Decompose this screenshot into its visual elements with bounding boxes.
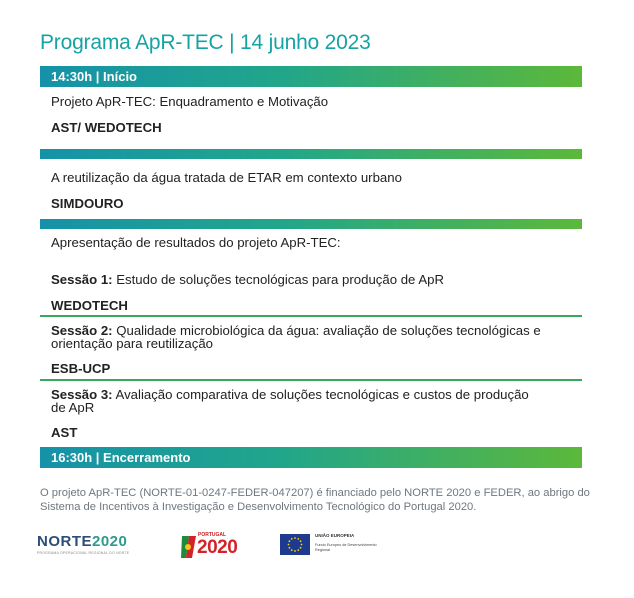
funding-note-line-2: Sistema de Incentivos à Investigação e Desenvolvimento Tecnológico do Portugal 2020. [40,501,477,513]
item2-org: SIMDOURO [51,196,124,211]
portugal2020-logo [180,532,250,560]
session1-org: WEDOTECH [51,298,128,313]
session3-line [51,387,529,402]
eu-logo-fund: Fundo Europeu de Desenvolvimento Regional [315,543,377,552]
page-title: Programa ApR-TEC | 14 junho 2023 [40,31,371,54]
opening-time-bar: 14:30h | Início [40,66,582,87]
eu-feder-logo [280,533,390,557]
divider-bar-1 [40,149,582,159]
norte2020-logo [37,533,129,555]
portugal2020-logo-word: PORTUGAL [198,532,227,538]
session2-org: ESB-UCP [51,361,111,376]
norte2020-logo-year: 2020 [92,533,128,550]
funding-logos [0,530,634,562]
norte2020-logo-word: NORTE [37,533,92,550]
item1-org: AST/ WEDOTECH [51,120,162,135]
session1-text: Estudo de soluções tecnológicas para produção de ApR [112,272,444,287]
portugal-flag-icon [180,534,198,560]
session1-label: Sessão 1: [51,272,113,287]
eu-flag-icon [280,534,310,555]
session1-line [51,272,444,287]
session-separator-1 [40,315,582,317]
funding-note [40,486,596,514]
session3-text-b: de ApR [51,400,95,415]
closing-time-bar: 16:30h | Encerramento [40,447,582,468]
session3-org: AST [51,425,78,440]
portugal2020-logo-year: 2020 [197,537,238,558]
session-separator-2 [40,379,582,381]
item1-text: Projeto ApR-TEC: Enquadramento e Motivação [51,94,329,109]
eu-logo-title: UNIÃO EUROPEIA [315,533,355,538]
session3-label: Sessão 3: [51,387,113,402]
session2-text-b: orientação para reutilização [51,336,214,351]
session2-label: Sessão 2: [51,323,113,338]
item3-intro: Apresentação de resultados do projeto ApR-TEC: [51,235,341,250]
item2-text: A reutilização da água tratada de ETAR em contexto urbano [51,170,402,185]
session3-text-a: Avaliação comparativa de soluções tecnológicas e custos de produção [112,387,529,402]
divider-bar-2 [40,219,582,229]
session2-text-a: Qualidade microbiológica da água: avaliação de soluções tecnológicas e [112,323,541,338]
funding-note-line-1: O projeto ApR-TEC (NORTE-01-0247-FEDER-047207) é financiado pelo NORTE 2020 e FEDER, ao abrigo do [40,487,590,499]
norte2020-logo-subtitle: PROGRAMA OPERACIONAL REGIONAL DO NORTE [37,551,130,555]
